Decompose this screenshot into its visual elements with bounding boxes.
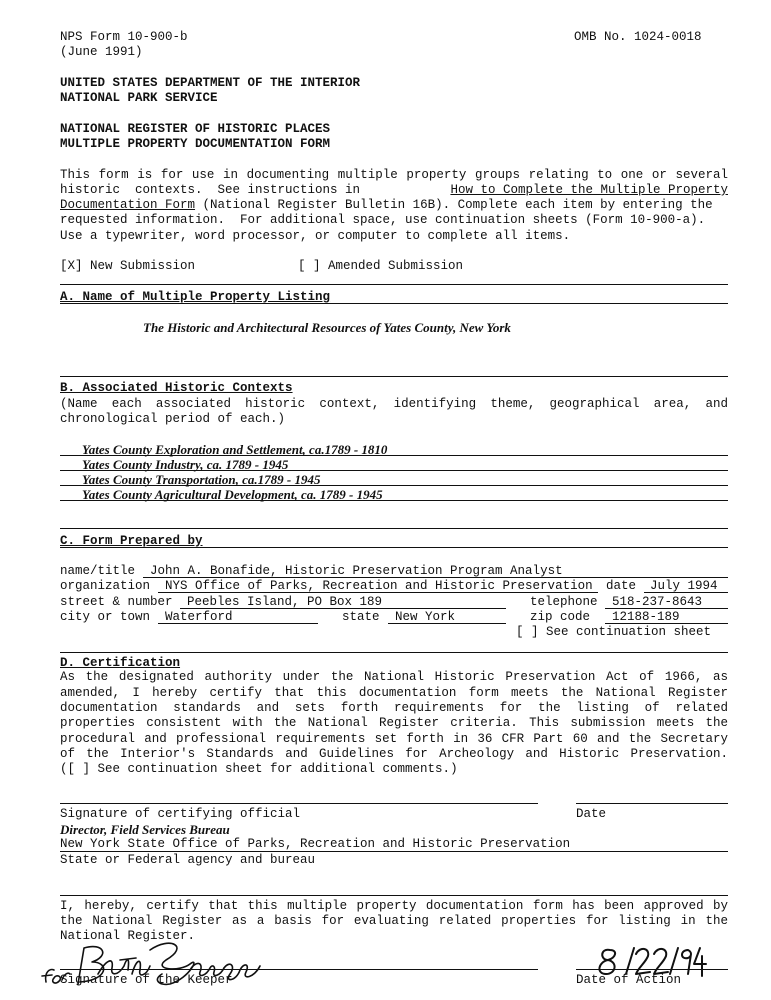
- continuation-sheet-checkbox[interactable]: [ ] See continuation sheet: [516, 625, 712, 639]
- historic-context-item: Yates County Industry, ca. 1789 - 1945: [82, 457, 289, 472]
- name-title-label: name/title: [60, 564, 136, 578]
- section-a-heading: A. Name of Multiple Property Listing: [60, 290, 331, 304]
- intro-line-1: This form is for use in documenting multiple property groups relating to one or several: [60, 168, 728, 182]
- keeper-certification-line: the National Register as a basis for evaluating related properties for listing in the: [60, 914, 728, 928]
- state-label: state: [342, 610, 380, 624]
- amended-submission-checkbox[interactable]: [ ] Amended Submission: [298, 259, 464, 273]
- keeper-date-handwriting: [596, 944, 706, 978]
- city-field[interactable]: Waterford: [165, 610, 233, 624]
- date-label: date: [606, 579, 637, 593]
- certification-line: documentation standards and sets forth requirements for the listing of related: [60, 701, 728, 715]
- intro-line-5: Use a typewriter, word processor, or computer to complete all items.: [60, 229, 571, 243]
- certification-line: As the designated authority under the National Historic Preservation Act of 1966, as: [60, 670, 728, 684]
- zip-label: zip code: [530, 610, 591, 624]
- historic-context-item: Yates County Exploration and Settlement, ca.1789 - 1810: [82, 442, 388, 457]
- agency-underline: [60, 851, 728, 852]
- certification-line: procedural and professional requirements set forth in 36 CFR Part 60 and the Secretary: [60, 732, 728, 746]
- city-label: city or town: [60, 610, 151, 624]
- keeper-signature-label: Signature of the Keeper: [60, 973, 233, 987]
- section-divider: [60, 895, 728, 896]
- certifying-date-label: Date: [576, 807, 607, 821]
- keeper-signature-handwriting: [40, 930, 270, 990]
- bulletin-title-cont: Documentation Form: [60, 198, 196, 212]
- street-label: street & number: [60, 595, 173, 609]
- telephone-field[interactable]: 518-237-8643: [612, 595, 703, 609]
- service-name: NATIONAL PARK SERVICE: [60, 91, 218, 105]
- certification-line: properties consistent with the National Register criteria. This submission meets the: [60, 716, 728, 730]
- certifying-signature-label: Signature of certifying official: [60, 807, 301, 821]
- form-title-line1: NATIONAL REGISTER OF HISTORIC PLACES: [60, 122, 331, 136]
- certification-line: of the Interior's Standards and Guidelines for Archeology and Historic Preservation.: [60, 747, 728, 761]
- organization-label: organization: [60, 579, 151, 593]
- intro-line-2-text: historic contexts. See instructions in: [60, 183, 368, 197]
- section-divider: [60, 547, 728, 548]
- agency-name: New York State Office of Parks, Recreation and Historic Preservation: [60, 837, 571, 851]
- keeper-certification-line: National Register.: [60, 929, 196, 943]
- telephone-label: telephone: [530, 595, 598, 609]
- multiple-property-name: The Historic and Architectural Resources of Yates County, New York: [143, 320, 511, 335]
- section-divider: [60, 284, 728, 285]
- date-field[interactable]: July 1994: [650, 579, 718, 593]
- section-b-instructions-1: (Name each associated historic context, identifying theme, geographical area, and: [60, 397, 728, 411]
- omb-number: OMB No. 1024-0018: [574, 30, 702, 44]
- intro-line-4: requested information. For additional space, use continuation sheets (Form 10-900-a).: [60, 213, 706, 227]
- intro-line-3-text: (National Register Bulletin 16B). Complete each item by entering the: [195, 198, 713, 212]
- section-d-heading: D. Certification: [60, 656, 181, 670]
- certifying-date-line[interactable]: [576, 803, 728, 804]
- agency-label: State or Federal agency and bureau: [60, 853, 316, 867]
- street-field[interactable]: Peebles Island, PO Box 189: [187, 595, 383, 609]
- section-divider: [60, 303, 728, 304]
- organization-field[interactable]: NYS Office of Parks, Recreation and Historic Preservation: [165, 579, 593, 593]
- form-number: NPS Form 10-900-b: [60, 30, 188, 44]
- section-divider: [60, 528, 728, 529]
- historic-context-item: Yates County Agricultural Development, ca. 1789 - 1945: [82, 487, 383, 502]
- intro-line-2: [60, 183, 728, 198]
- form-title-line2: MULTIPLE PROPERTY DOCUMENTATION FORM: [60, 137, 331, 151]
- certification-continuation-note: ([ ] See continuation sheet for additional comments.): [60, 762, 458, 776]
- section-b-heading: B. Associated Historic Contexts: [60, 381, 293, 395]
- official-title: Director, Field Services Bureau: [60, 822, 230, 837]
- section-divider: [60, 376, 728, 377]
- new-submission-checkbox[interactable]: [X] New Submission: [60, 259, 196, 273]
- department-name: UNITED STATES DEPARTMENT OF THE INTERIOR: [60, 76, 361, 90]
- form-date: (June 1991): [60, 45, 143, 59]
- bulletin-title-link: How to Complete the Multiple Property: [450, 183, 728, 197]
- section-divider: [60, 652, 728, 653]
- state-field[interactable]: New York: [395, 610, 456, 624]
- certifying-signature-line[interactable]: [60, 803, 538, 804]
- keeper-certification-line: I, hereby, certify that this multiple property documentation form has been approved by: [60, 899, 728, 913]
- name-title-field[interactable]: John A. Bonafide, Historic Preservation Program Analyst: [150, 564, 563, 578]
- section-c-heading: C. Form Prepared by: [60, 534, 203, 548]
- certification-line: amended, I hereby certify that this documentation form meets the National Register: [60, 686, 728, 700]
- historic-context-item: Yates County Transportation, ca.1789 - 1945: [82, 472, 321, 487]
- intro-line-3: [60, 198, 713, 213]
- keeper-date-label: Date of Action: [576, 973, 682, 987]
- zip-field[interactable]: 12188-189: [612, 610, 680, 624]
- section-b-instructions-2: chronological period of each.): [60, 412, 286, 426]
